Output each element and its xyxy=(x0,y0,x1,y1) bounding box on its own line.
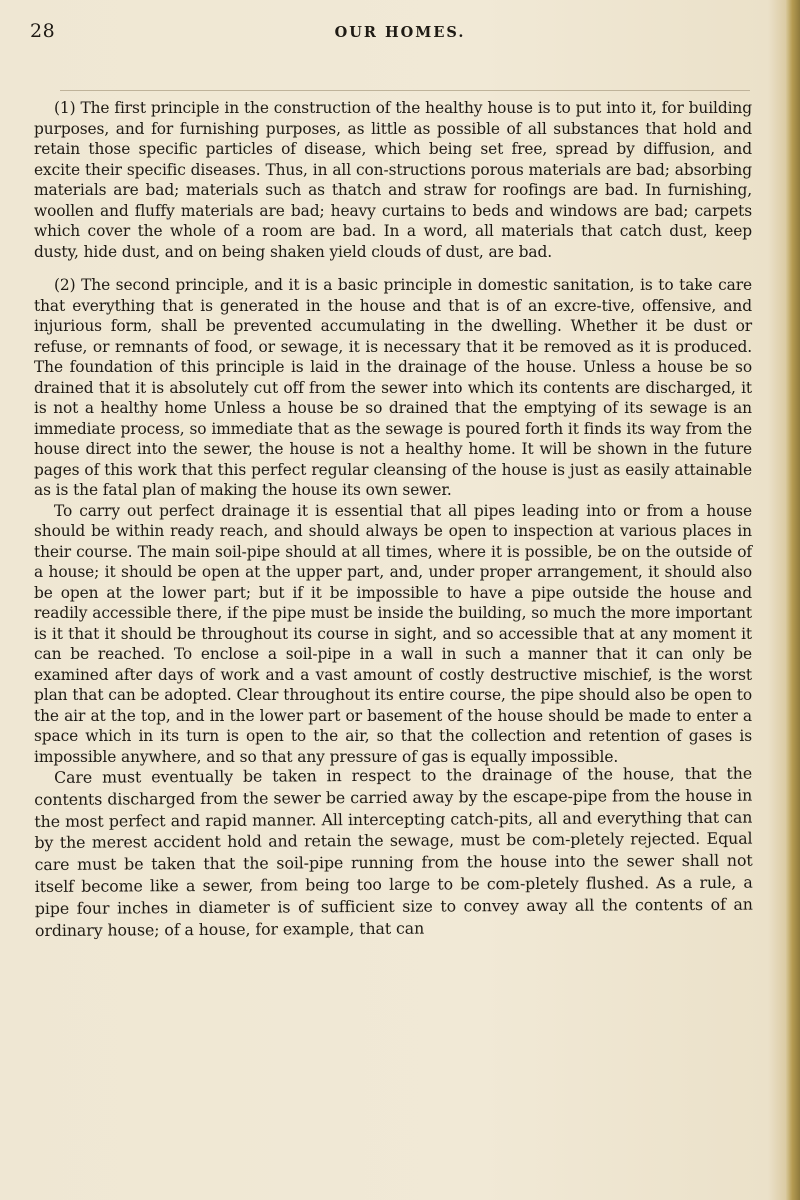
header-rule xyxy=(60,90,750,91)
paragraph-drainage: To carry out perfect drainage it is essential that all pipes leading into or from a house should be within ready reach, and should always be open to inspection at various places in their course. The main soil-pipe should at all times, where it is possible, be on the outside of a house; it should be open at the upper part, and, under proper arrangement, it should also be open at the lower part; but if it be impossible to have a pipe outside the house and readily accessible there, if the pipe must be inside the building, so much the more important is it that it should be throughout its course in sight, and so accessible that at any moment it can be reached. To enclose a soil-pipe in a wall in such a manner that it can only be examined after days of work and a vast amount of costly destructive mischief, is the worst plan that can be adopted. Clear throughout its entire course, the pipe should also be open to the air at the top, and in the lower part or basement of the house should be made to enter a space which in its turn is open to the air, so that the collection and retention of gases is impossible anywhere, and so that any pressure of gas is equally impossible. xyxy=(34,501,752,766)
paragraph-first-principle: (1) The first principle in the construction of the healthy house is to put into it, for building purposes, and for furnishing purposes, as little as possible of all substances that hold and retain those specific particles of disease, which being set free, spread by diffusion, and excite their specific diseases. Thus, in all con-structions porous materials are bad; absorbing materials are bad; materials such as thatch and straw for roofings are bad. In furnishing, woollen and fluffy materials are bad; heavy curtains to beds and windows are bad; carpets which cover the whole of a room are bad. In a word, all materials that catch dust, keep dusty, hide dust, and on being shaken yield clouds of dust, are bad. xyxy=(34,99,752,261)
running-title: OUR HOMES. xyxy=(334,24,466,41)
page-number: 28 xyxy=(30,20,56,42)
body-text xyxy=(34,98,752,941)
paragraph-care: Care must eventually be taken in respect to the drainage of the house, that the contents discharged from the sewer be carried away by the escape-pipe from the house in the most perfect and rapid manner. All intercepting catch-pits, all and everything that can by the merest accident hold and retain the sewage, must be com-pletely rejected. Equal care must be taken that the soil-pipe running from the house into the sewer shall not itself become like a sewer, from being too large to be com-pletely flushed. As a rule, a pipe four inches in diameter is of sufficient size to convey away all the contents of an ordinary house; of a house, for example, that can xyxy=(34,763,753,940)
page-edge-shadow xyxy=(786,0,800,1200)
paragraph-second-principle: (2) The second principle, and it is a basic principle in domestic sanitation, is to take care that everything that is generated in the house and that is of an excre-tive, offensive, and injurious form, shall be prevented accumulating in the dwelling. Whether it be dust or refuse, or remnants of food, or sewage, it is necessary that it be removed as it is produced. The foundation of this principle is laid in the drainage of the house. Unless a house be so drained that it is absolutely cut off from the sewer into which its contents are discharged, it is not a healthy home Unless a house be so drained that the emptying of its sewage is an immediate process, so immediate that as the sewage is poured forth it finds its way from the house direct into the sewer, the house is not a healthy home. It will be shown in the future pages of this work that this perfect regular cleansing of the house is just as easily attainable as is the fatal plan of making the house its own sewer. xyxy=(34,276,752,499)
